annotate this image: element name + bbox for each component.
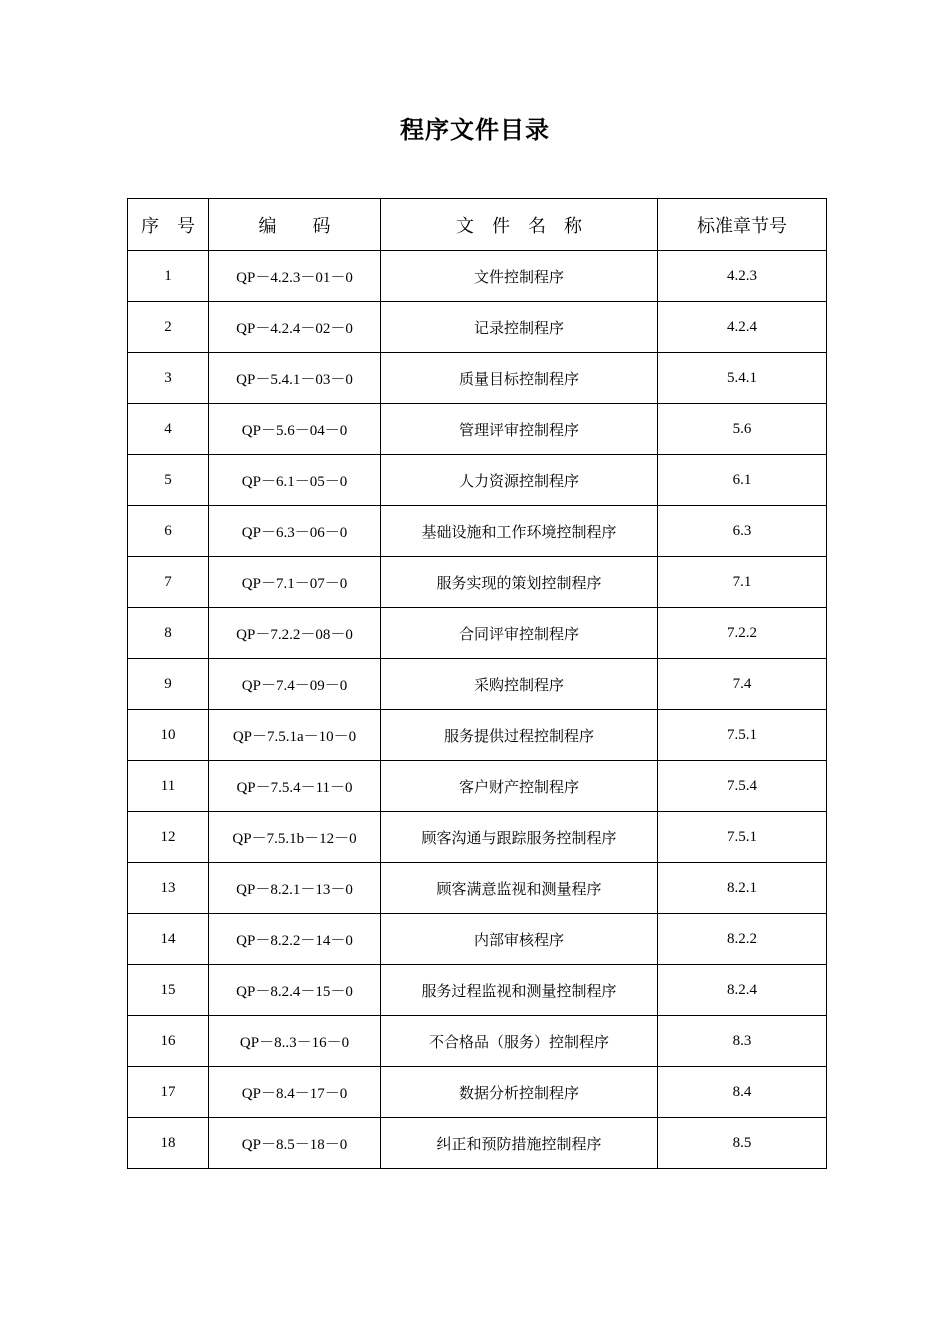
table-row xyxy=(128,506,827,557)
table-body xyxy=(128,251,827,1169)
header-code: 编 码 xyxy=(209,199,381,251)
table-row xyxy=(128,608,827,659)
cell-serial-number: 7 xyxy=(128,557,209,608)
cell-document-name: 数据分析控制程序 xyxy=(381,1067,658,1118)
cell-serial-number: 17 xyxy=(128,1067,209,1118)
cell-document-name: 基础设施和工作环境控制程序 xyxy=(381,506,658,557)
cell-standard-clause: 8.4 xyxy=(658,1067,827,1118)
cell-code: QP－5.4.1－03－0 xyxy=(209,353,381,404)
cell-standard-clause: 7.5.1 xyxy=(658,710,827,761)
cell-code: QP－7.5.1a－10－0 xyxy=(209,710,381,761)
cell-serial-number: 8 xyxy=(128,608,209,659)
cell-standard-clause: 7.4 xyxy=(658,659,827,710)
cell-standard-clause: 5.6 xyxy=(658,404,827,455)
table-row xyxy=(128,251,827,302)
cell-code: QP－7.5.1b－12－0 xyxy=(209,812,381,863)
cell-serial-number: 5 xyxy=(128,455,209,506)
table-row xyxy=(128,1016,827,1067)
procedure-document-table xyxy=(127,198,827,1169)
table-row xyxy=(128,863,827,914)
cell-serial-number: 18 xyxy=(128,1118,209,1169)
cell-code: QP－7.2.2－08－0 xyxy=(209,608,381,659)
table-row xyxy=(128,302,827,353)
cell-standard-clause: 4.2.4 xyxy=(658,302,827,353)
page-title: 程序文件目录 xyxy=(400,118,550,144)
cell-serial-number: 10 xyxy=(128,710,209,761)
cell-document-name: 质量目标控制程序 xyxy=(381,353,658,404)
cell-standard-clause: 7.2.2 xyxy=(658,608,827,659)
cell-code: QP－7.1－07－0 xyxy=(209,557,381,608)
cell-document-name: 服务实现的策划控制程序 xyxy=(381,557,658,608)
cell-standard-clause: 8.3 xyxy=(658,1016,827,1067)
cell-document-name: 合同评审控制程序 xyxy=(381,608,658,659)
cell-serial-number: 1 xyxy=(128,251,209,302)
cell-code: QP－7.4－09－0 xyxy=(209,659,381,710)
cell-code: QP－5.6－04－0 xyxy=(209,404,381,455)
cell-code: QP－8.4－17－0 xyxy=(209,1067,381,1118)
cell-serial-number: 15 xyxy=(128,965,209,1016)
cell-code: QP－4.2.4－02－0 xyxy=(209,302,381,353)
cell-document-name: 服务过程监视和测量控制程序 xyxy=(381,965,658,1016)
cell-document-name: 采购控制程序 xyxy=(381,659,658,710)
table-row xyxy=(128,710,827,761)
cell-standard-clause: 8.2.1 xyxy=(658,863,827,914)
cell-standard-clause: 6.1 xyxy=(658,455,827,506)
cell-code: QP－7.5.4－11－0 xyxy=(209,761,381,812)
table-row xyxy=(128,1118,827,1169)
table-row xyxy=(128,965,827,1016)
header-serial-number: 序 号 xyxy=(128,199,209,251)
cell-serial-number: 9 xyxy=(128,659,209,710)
cell-serial-number: 6 xyxy=(128,506,209,557)
table-row xyxy=(128,659,827,710)
cell-serial-number: 4 xyxy=(128,404,209,455)
table-row xyxy=(128,761,827,812)
cell-code: QP－8.2.1－13－0 xyxy=(209,863,381,914)
cell-code: QP－6.3－06－0 xyxy=(209,506,381,557)
table-header xyxy=(128,199,827,251)
cell-code: QP－8.2.2－14－0 xyxy=(209,914,381,965)
cell-standard-clause: 7.1 xyxy=(658,557,827,608)
cell-code: QP－8.5－18－0 xyxy=(209,1118,381,1169)
cell-serial-number: 11 xyxy=(128,761,209,812)
cell-serial-number: 14 xyxy=(128,914,209,965)
cell-standard-clause: 8.5 xyxy=(658,1118,827,1169)
cell-document-name: 纠正和预防措施控制程序 xyxy=(381,1118,658,1169)
table-row xyxy=(128,1067,827,1118)
cell-standard-clause: 7.5.4 xyxy=(658,761,827,812)
cell-serial-number: 3 xyxy=(128,353,209,404)
cell-document-name: 文件控制程序 xyxy=(381,251,658,302)
table-row xyxy=(128,404,827,455)
cell-standard-clause: 5.4.1 xyxy=(658,353,827,404)
cell-code: QP－8.2.4－15－0 xyxy=(209,965,381,1016)
cell-serial-number: 16 xyxy=(128,1016,209,1067)
table-row xyxy=(128,353,827,404)
cell-standard-clause: 8.2.2 xyxy=(658,914,827,965)
cell-document-name: 顾客沟通与跟踪服务控制程序 xyxy=(381,812,658,863)
cell-code: QP－6.1－05－0 xyxy=(209,455,381,506)
table-row xyxy=(128,914,827,965)
cell-document-name: 服务提供过程控制程序 xyxy=(381,710,658,761)
cell-standard-clause: 8.2.4 xyxy=(658,965,827,1016)
table-row xyxy=(128,812,827,863)
header-document-name: 文 件 名 称 xyxy=(381,199,658,251)
cell-document-name: 管理评审控制程序 xyxy=(381,404,658,455)
cell-document-name: 不合格品（服务）控制程序 xyxy=(381,1016,658,1067)
cell-code: QP－4.2.3－01－0 xyxy=(209,251,381,302)
cell-document-name: 客户财产控制程序 xyxy=(381,761,658,812)
cell-serial-number: 13 xyxy=(128,863,209,914)
cell-document-name: 顾客满意监视和测量程序 xyxy=(381,863,658,914)
cell-document-name: 内部审核程序 xyxy=(381,914,658,965)
cell-standard-clause: 4.2.3 xyxy=(658,251,827,302)
cell-document-name: 记录控制程序 xyxy=(381,302,658,353)
cell-serial-number: 2 xyxy=(128,302,209,353)
header-standard-clause: 标准章节号 xyxy=(658,199,827,251)
cell-standard-clause: 6.3 xyxy=(658,506,827,557)
table-row xyxy=(128,557,827,608)
table-row xyxy=(128,455,827,506)
cell-document-name: 人力资源控制程序 xyxy=(381,455,658,506)
cell-serial-number: 12 xyxy=(128,812,209,863)
header-row xyxy=(128,199,827,251)
cell-standard-clause: 7.5.1 xyxy=(658,812,827,863)
cell-code: QP－8..3－16－0 xyxy=(209,1016,381,1067)
